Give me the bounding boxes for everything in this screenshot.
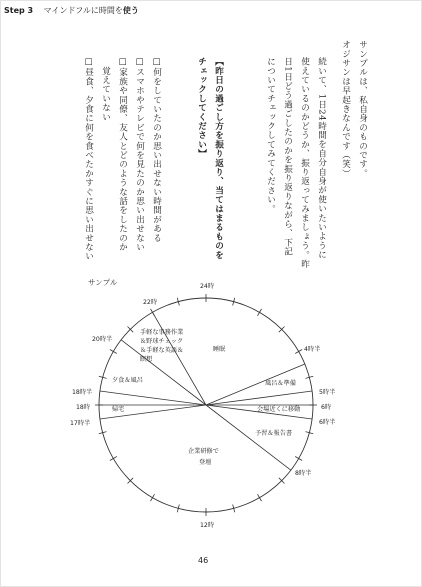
hour-tick [258,309,262,316]
paragraph-line: についてチェックしてみてください。 [265,57,276,214]
time-label: 22時 [143,299,158,306]
activity-label: 手軽な事務作業 [140,329,184,336]
page-header [4,4,139,18]
activity-label: 瞑想 [140,356,153,363]
activity-label: 睡眠 [213,346,226,353]
time-label: 17時半 [70,420,91,427]
time-label: 24時 [200,283,215,290]
callout-line: チェックしてください】 [196,57,207,159]
hour-tick [295,350,302,354]
paragraph-line: サンプルは、私自身のものです。 [357,40,368,178]
activity-label: 風呂＆準備 [265,380,296,387]
activity-label: 登壇 [199,459,212,466]
callout-line: 【昨日の過ごし方を振り返り、当てはまるものを [213,57,224,260]
paragraph-line: オジサンは早起きなんです（笑） [340,40,351,178]
hour-tick [258,494,262,501]
checklist-item: □家族や同僚、友人とどのような話をしたのか [117,57,128,252]
hour-tick [151,494,155,501]
checklist-item: □何をしていたのか思い出せない時間がある [151,57,162,243]
page-title [44,6,139,15]
time-label: 6時半 [319,419,336,426]
clock-svg [60,280,360,530]
activity-label: 企業研修で [188,448,219,455]
activity-label: 予習＆報告書 [255,430,293,437]
sample-caption: サンプル [88,278,118,287]
activity-label: ＆野球チェック [140,338,184,345]
hour-tick [110,457,117,461]
paragraph-line: 続いて、1日24時間を自分自身が使いたいように [316,57,327,260]
title-prefix: マインドフルに時間を [43,6,123,15]
time-label: 18時 [76,404,91,411]
time-label: 5時半 [319,389,336,396]
activity-label: 会場近くに移動 [257,406,301,413]
segment-divider [153,312,207,405]
paragraph-line: 使えているのかどうか、振り返ってみましょう。昨 [299,57,310,269]
hour-tick [295,457,302,461]
day-schedule-clock [60,280,360,530]
time-label: 8時半 [295,470,312,477]
checklist-item: □スマホやテレビで何を見たのか思い出せない [134,57,145,252]
time-label: 6時 [321,404,332,411]
paragraph-line: 日1日どう過ごしたのかを振り返りながら、下記 [282,57,293,257]
activity-label: 夕食＆風呂 [112,377,143,384]
hour-tick [110,350,117,354]
time-label: 18時半 [72,389,93,396]
activity-label: 帰宅 [112,406,125,413]
time-label: 20時半 [92,336,113,343]
time-label: 12時 [200,522,215,529]
activity-label: ＆手軽な英語＆ [140,347,184,354]
step-label: Step 3 [4,6,34,15]
title-bold: 使う [122,6,139,15]
checklist-item: □昼食、夕食に何を食べたかすぐに思い出せない [83,57,94,261]
time-label: 4時半 [304,346,321,353]
page-number: 46 [198,556,209,565]
checklist-item: 覚えていない [100,57,111,122]
clock-dividers [99,312,313,470]
